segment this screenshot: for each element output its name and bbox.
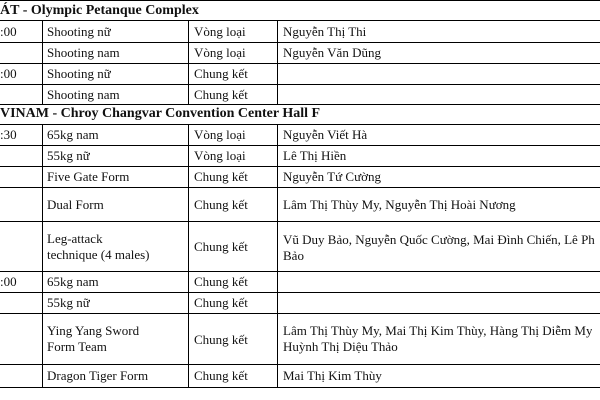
event-cell: 55kg nữ xyxy=(47,148,90,163)
event-cell: Leg-attack xyxy=(47,231,103,246)
event-cell: Dragon Tiger Form xyxy=(47,368,149,383)
time-cell: :00 xyxy=(0,24,17,39)
event-cell: 55kg nữ xyxy=(47,295,90,310)
round-cell: Chung kết xyxy=(194,274,248,289)
event-cell: Dual Form xyxy=(47,197,104,212)
athlete-cell: Vũ Duy Bảo, Nguyễn Quốc Cường, Mai Đình Chiến, Lê Ph xyxy=(283,232,595,247)
round-cell: Chung kết xyxy=(194,66,248,81)
athlete-cell: Nguyễn Văn Dũng xyxy=(283,45,381,60)
event-cell: 65kg nam xyxy=(47,127,99,142)
round-cell: Vòng loại xyxy=(194,148,246,163)
event-cell: technique (4 males) xyxy=(47,247,150,262)
round-cell: Chung kết xyxy=(194,239,248,254)
round-cell: Chung kết xyxy=(194,169,248,184)
athlete-cell: Nguyễn Viết Hà xyxy=(283,127,368,142)
round-cell: Chung kết xyxy=(194,197,248,212)
athlete-cell: Nguyễn Tứ Cường xyxy=(283,169,382,184)
time-cell: :00 xyxy=(0,66,17,81)
event-cell: Shooting nữ xyxy=(47,24,111,39)
event-cell: Ying Yang Sword xyxy=(47,323,140,338)
athlete-cell: Huỳnh Thị Diệu Thảo xyxy=(283,339,398,354)
round-cell: Chung kết xyxy=(194,332,248,347)
athlete-cell: Lê Thị Hiền xyxy=(283,148,347,163)
round-cell: Chung kết xyxy=(194,295,248,310)
round-cell: Chung kết xyxy=(194,87,248,102)
athlete-cell: Mai Thị Kim Thùy xyxy=(283,368,382,383)
event-cell: Shooting nữ xyxy=(47,66,111,81)
athlete-cell: Nguyễn Thị Thi xyxy=(283,24,367,39)
round-cell: Vòng loại xyxy=(194,45,246,60)
athlete-cell: Lâm Thị Thùy My, Nguyễn Thị Hoài Nương xyxy=(283,197,516,212)
athlete-cell: Lâm Thị Thùy My, Mai Thị Kim Thùy, Hàng Thị Diễm My xyxy=(283,323,593,338)
time-cell: :00 xyxy=(0,274,17,289)
event-cell: Shooting nam xyxy=(47,87,120,102)
event-cell: Shooting nam xyxy=(47,45,120,60)
event-cell: Five Gate Form xyxy=(47,169,130,184)
athlete-cell: Bảo xyxy=(283,248,304,263)
round-cell: Vòng loại xyxy=(194,24,246,39)
time-cell: :30 xyxy=(0,127,17,142)
round-cell: Vòng loại xyxy=(194,127,246,142)
round-cell: Chung kết xyxy=(194,368,248,383)
venue-header-chroy-changvar: VINAM - Chroy Changvar Convention Center Hall F xyxy=(0,106,321,121)
venue-header-petanque: ÁT - Olympic Petanque Complex xyxy=(0,3,199,18)
event-cell: Form Team xyxy=(47,339,107,354)
event-cell: 65kg nam xyxy=(47,274,99,289)
